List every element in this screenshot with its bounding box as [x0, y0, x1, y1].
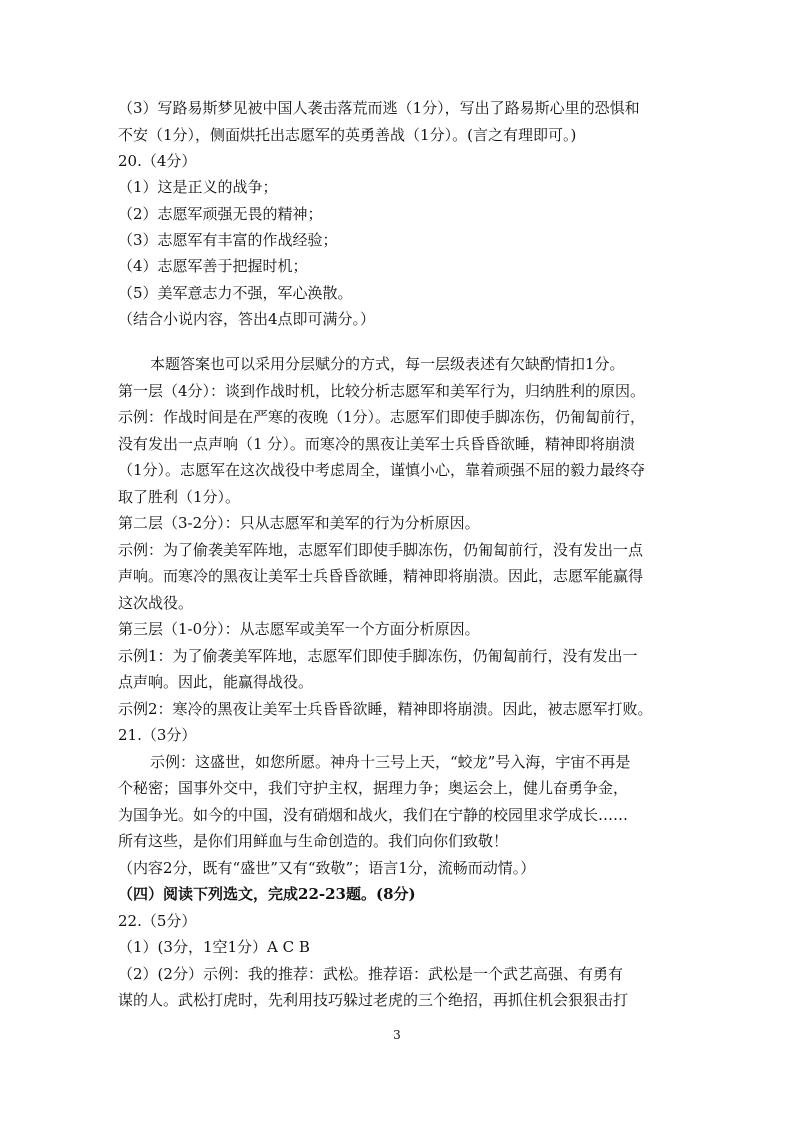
tier-2-example-line-2: 声响。而寒冷的黑夜让美军士兵昏昏欲睡，精神即将崩溃。因此，志愿军能赢得: [118, 567, 644, 585]
tier-2-heading: 第二层（3-2分）：只从志愿军和美军的行为分析原因。: [118, 514, 480, 532]
tier-1-example-line-2: 没有发出一点声响（1 分）。而寒冷的黑夜让美军士兵昏昏欲睡，精神即将崩溃: [118, 435, 635, 453]
answer-20-point-1: （1）这是正义的战争；: [118, 178, 278, 196]
answer-22-1: （1）(3分，1空1分）A C B: [118, 938, 310, 956]
tier-1-example-line-4: 取了胜利（1分）。: [118, 488, 241, 506]
answer-20-point-5: （5）美军意志力不强，军心涣散。: [118, 284, 353, 302]
question-20-heading: 20.（4分）: [118, 152, 197, 170]
answer-19-3-line-1: （3）写路易斯梦见被中国人袭击落荒而逃（1分），写出了路易斯心里的恐惧和: [118, 99, 640, 117]
answer-20-point-2: （2）志愿军顽强无畏的精神；: [118, 205, 323, 223]
tier-3-heading: 第三层（1-0分）：从志愿军或美军一个方面分析原因。: [118, 620, 480, 638]
answer-20-note: （结合小说内容，答出4点即可满分。）: [118, 310, 376, 328]
answer-21-line-3: 为国争光。如今的中国，没有硝烟和战火，我们在宁静的校园里求学成长……: [118, 806, 629, 824]
question-21-heading: 21.（3分）: [118, 726, 197, 744]
tier-2-example-line-3: 这次战役。: [118, 594, 194, 612]
tier-3-example-2: 示例2：寒冷的黑夜让美军士兵昏昏欲睡，精神即将崩溃。因此，被志愿军打败。: [118, 700, 653, 718]
tier-3-example-1-line-1: 示例1：为了偷袭美军阵地，志愿军们即使手脚冻伤，仍匍匐前行，没有发出一: [118, 647, 638, 665]
answer-21-line-1: 示例：这盛世，如您所愿。神舟十三号上天，“蛟龙”号入海，宇宙不再是: [150, 753, 631, 771]
question-22-heading: 22.（5分）: [118, 912, 197, 930]
tier-1-example-line-1: 示例：作战时间是在严寒的夜晚（1分）。志愿军们即使手脚冻伤，仍匍匐前行，: [118, 408, 646, 426]
page-number: 3: [393, 1028, 401, 1042]
answer-22-2-line-2: 谋的人。武松打虎时，先利用技巧躲过老虎的三个绝招，再抓住机会狠狠击打: [118, 991, 629, 1009]
tier-3-example-1-line-2: 点声响。因此，能赢得战役。: [118, 673, 314, 691]
answer-21-line-4: 所有这些，是你们用鲜血与生命创造的。我们向你们致敬！: [118, 832, 509, 850]
tiered-scoring-intro: 本题答案也可以采用分层赋分的方式，每一层级表述有欠缺酌情扣1分。: [150, 355, 625, 373]
tier-1-heading: 第一层（4分）：谈到作战时机，比较分析志愿军和美军行为，归纳胜利的原因。: [118, 382, 646, 400]
answer-22-2-line-1: （2）(2分）示例：我的推荐：武松。推荐语：武松是一个武艺高强、有勇有: [118, 965, 623, 983]
answer-20-point-3: （3）志愿军有丰富的作战经验；: [118, 231, 338, 249]
answer-19-3-line-2: 不安（1分），侧面烘托出志愿军的英勇善战（1分）。(言之有理即可。): [118, 126, 577, 144]
answer-21-line-2: 个秘密；国事外交中，我们守护主权，据理力争；奥运会上，健儿奋勇争金，: [118, 779, 629, 797]
answer-21-note: （内容2分，既有“盛世”又有“致敬”；语言1分，流畅而动情。）: [118, 859, 536, 877]
section-4-heading: （四）阅读下列选文，完成22-23题。(8分): [118, 885, 416, 903]
tier-1-example-line-3: （1分）。志愿军在这次战役中考虑周全，谨慎小心，靠着顽强不屈的毅力最终夺: [118, 461, 646, 479]
tier-2-example-line-1: 示例：为了偷袭美军阵地，志愿军们即使手脚冻伤，仍匍匐前行，没有发出一点: [118, 541, 644, 559]
answer-20-point-4: （4）志愿军善于把握时机；: [118, 257, 308, 275]
